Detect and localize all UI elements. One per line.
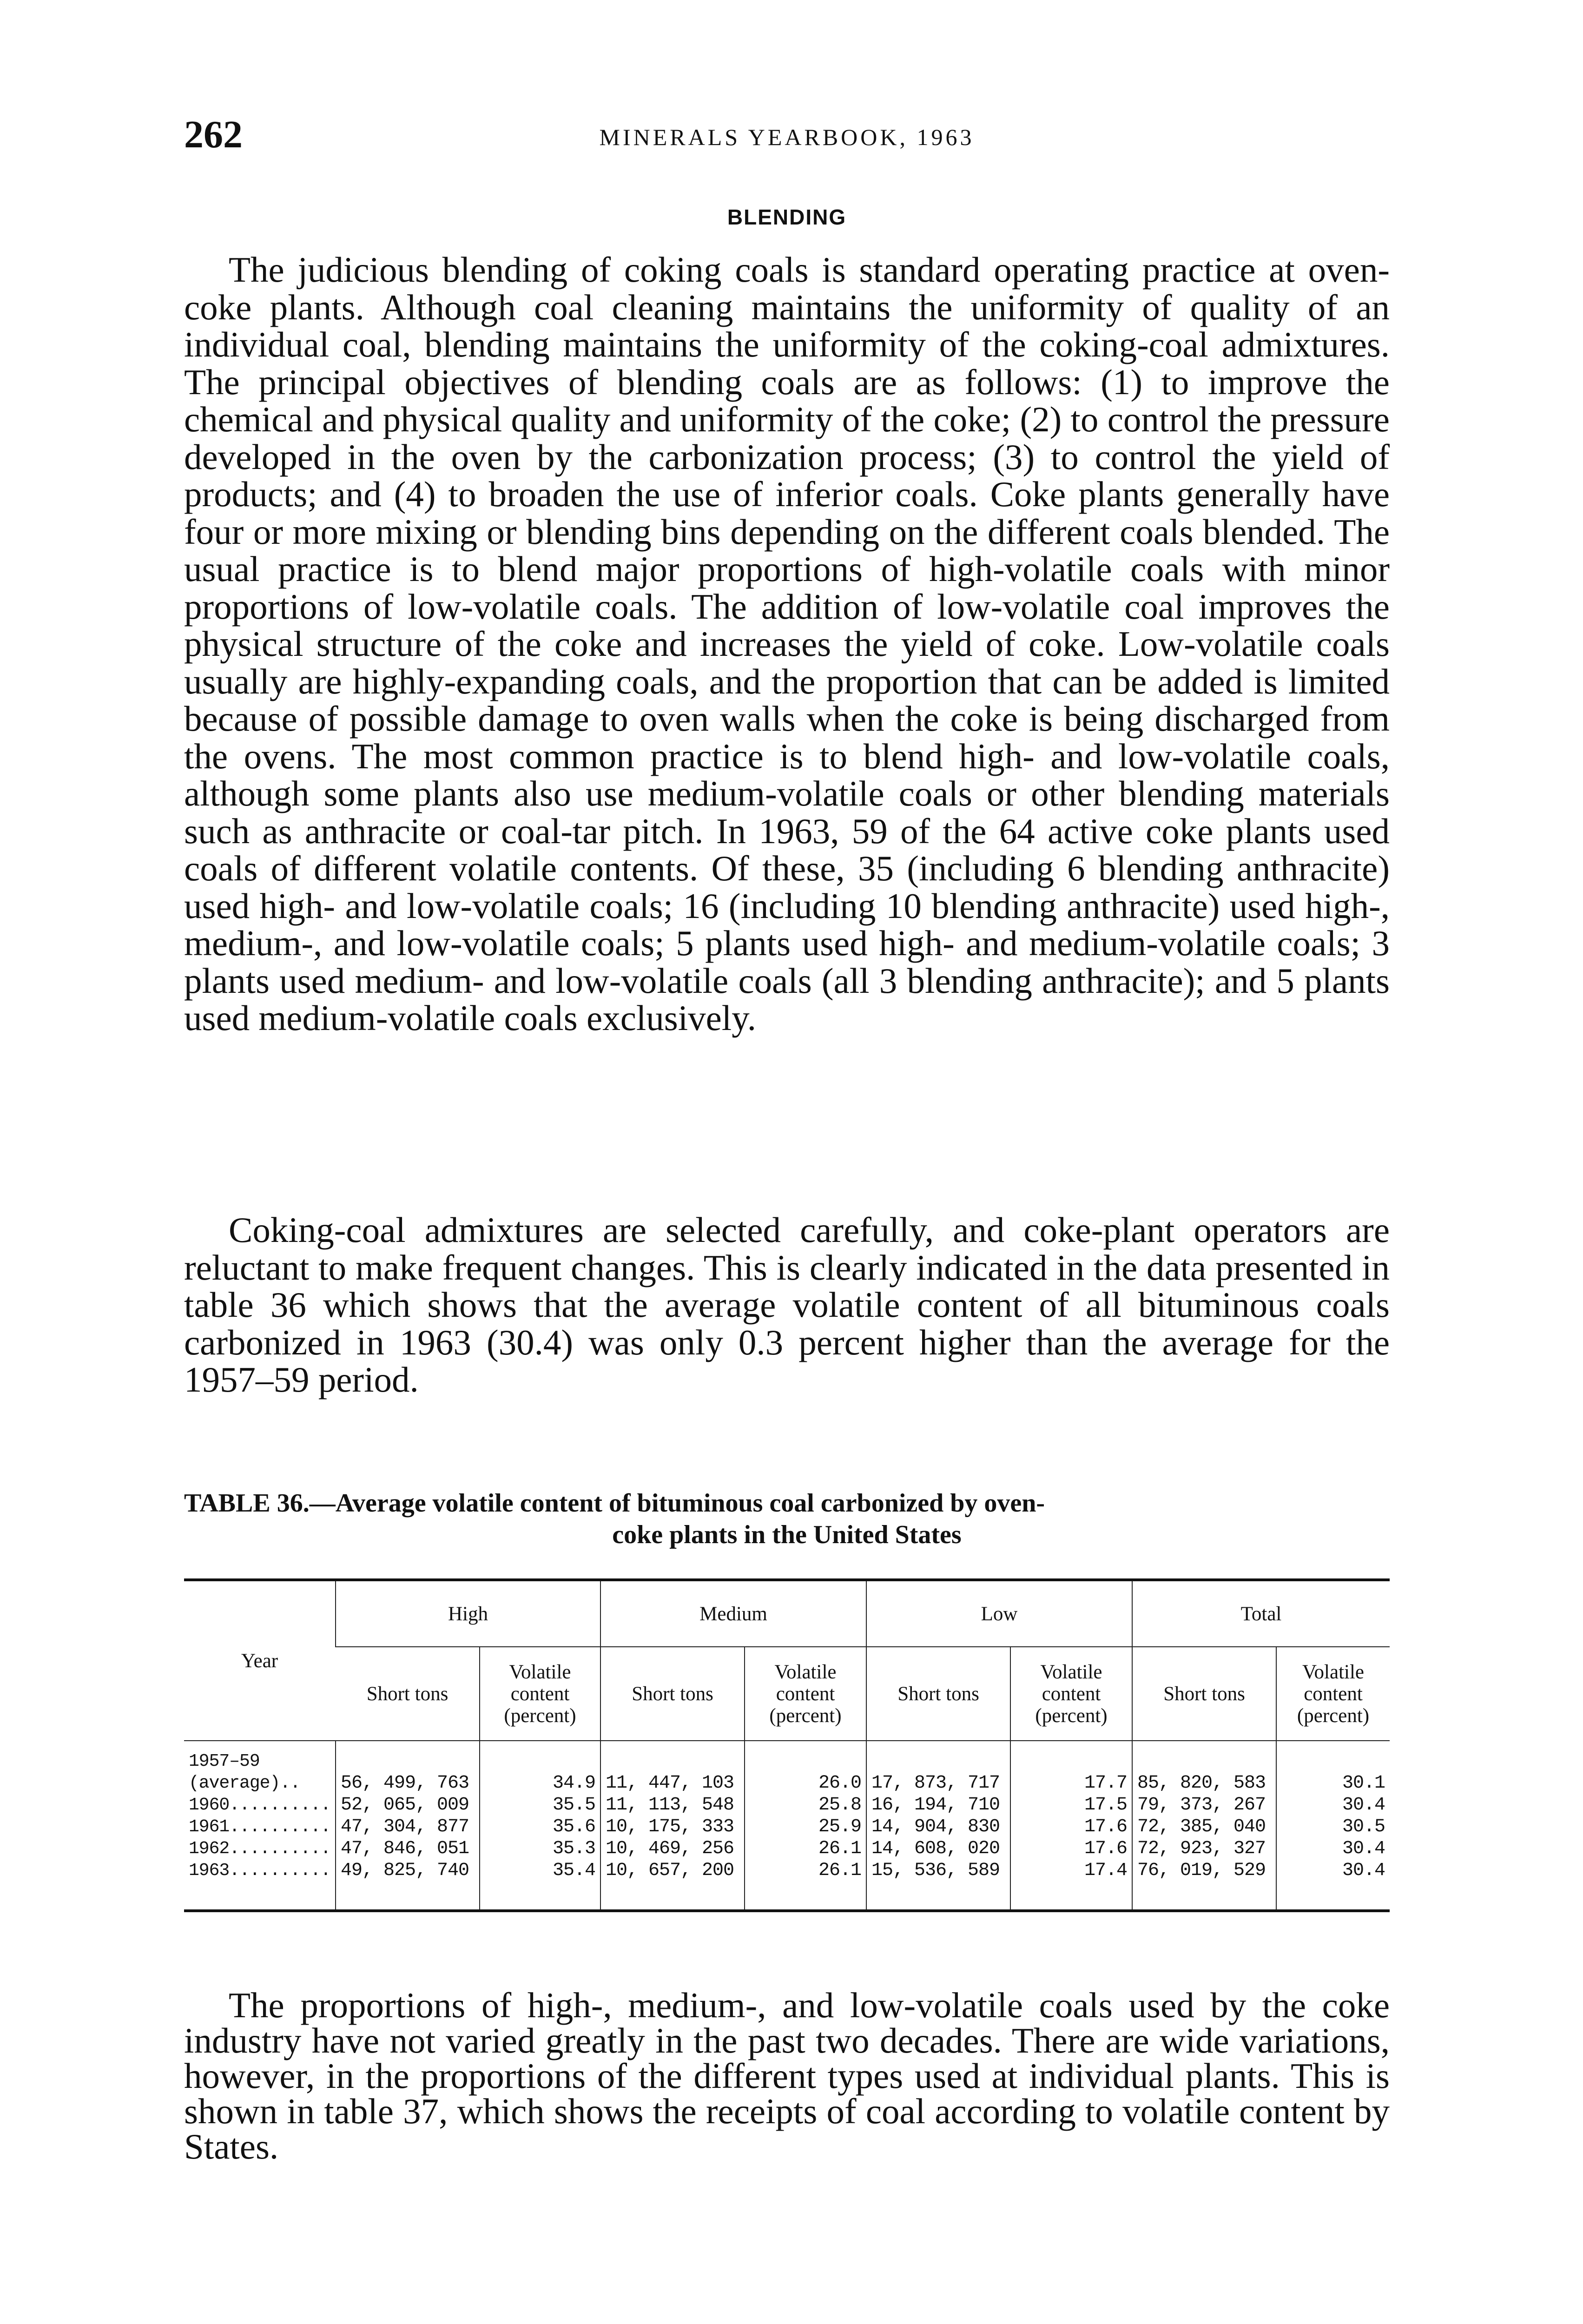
cell-total-tons: 79, 373, 267 xyxy=(1132,1794,1276,1816)
subheader-volatile-content: Volatile content (percent) xyxy=(480,1647,600,1741)
group-header-total: Total xyxy=(1132,1580,1390,1647)
cell-medium-pct: 25.8 xyxy=(745,1794,866,1816)
cell-total-tons: 76, 019, 529 xyxy=(1132,1860,1276,1882)
subheader-short-tons: Short tons xyxy=(1132,1647,1276,1741)
cell-medium-tons: 10, 657, 200 xyxy=(600,1860,745,1882)
group-header-high: High xyxy=(336,1580,600,1647)
cell-low-pct: 17.7 xyxy=(1010,1772,1132,1794)
table-row xyxy=(184,1860,1390,1882)
cell-medium-pct: 26.0 xyxy=(745,1772,866,1794)
table-row xyxy=(184,1750,1390,1772)
cell-low-tons: 14, 904, 830 xyxy=(866,1816,1010,1838)
cell-total-pct: 30.4 xyxy=(1276,1860,1390,1882)
cell-total-pct: 30.5 xyxy=(1276,1816,1390,1838)
table-group-header-row xyxy=(184,1580,1390,1647)
cell-high-pct: 35.4 xyxy=(480,1860,600,1882)
row-year: 1963.......... xyxy=(189,1861,331,1881)
cell-high-tons: 47, 304, 877 xyxy=(336,1816,480,1838)
cell-medium-tons: 11, 113, 548 xyxy=(600,1794,745,1816)
cell-medium-pct: 25.9 xyxy=(745,1816,866,1838)
running-head: MINERALS YEARBOOK, 1963 xyxy=(599,124,975,150)
cell-low-pct: 17.5 xyxy=(1010,1794,1132,1816)
row-year: 1962.......... xyxy=(189,1839,331,1859)
row-year: (average).. xyxy=(189,1773,300,1793)
table-caption-line1: TABLE 36.—Average volatile content of bituminous coal carbonized by oven- xyxy=(184,1489,1045,1518)
row-year: 1961.......... xyxy=(189,1817,331,1837)
cell-medium-tons: 10, 175, 333 xyxy=(600,1816,745,1838)
row-year: 1957–59 xyxy=(189,1751,260,1771)
cell-low-pct: 17.6 xyxy=(1010,1816,1132,1838)
cell-high-tons: 56, 499, 763 xyxy=(336,1772,480,1794)
table-row xyxy=(184,1794,1390,1816)
cell-low-tons: 17, 873, 717 xyxy=(866,1772,1010,1794)
cell-medium-pct: 26.1 xyxy=(745,1860,866,1882)
subheader-volatile-content: Volatile content (percent) xyxy=(1276,1647,1390,1741)
cell-low-pct: 17.6 xyxy=(1010,1838,1132,1860)
cell-total-tons: 85, 820, 583 xyxy=(1132,1772,1276,1794)
subheader-volatile-content: Volatile content (percent) xyxy=(1010,1647,1132,1741)
cell-high-pct: 35.5 xyxy=(480,1794,600,1816)
table-caption-line2: coke plants in the United States xyxy=(612,1520,962,1549)
group-header-low: Low xyxy=(866,1580,1132,1647)
page-header xyxy=(184,112,1390,167)
cell-low-tons: 14, 608, 020 xyxy=(866,1838,1010,1860)
cell-low-tons: 15, 536, 589 xyxy=(866,1860,1010,1882)
cell-total-pct: 30.1 xyxy=(1276,1772,1390,1794)
cell-high-pct: 35.6 xyxy=(480,1816,600,1838)
cell-high-pct: 35.3 xyxy=(480,1838,600,1860)
year-column-header: Year xyxy=(184,1580,336,1741)
subheader-short-tons: Short tons xyxy=(336,1647,480,1741)
cell-total-tons: 72, 385, 040 xyxy=(1132,1816,1276,1838)
table-subheader-row xyxy=(184,1647,1390,1741)
row-year: 1960.......... xyxy=(189,1795,331,1815)
cell-high-tons: 47, 846, 051 xyxy=(336,1838,480,1860)
subheader-short-tons: Short tons xyxy=(866,1647,1010,1741)
cell-total-tons: 72, 923, 327 xyxy=(1132,1838,1276,1860)
cell-total-pct: 30.4 xyxy=(1276,1794,1390,1816)
cell-high-tons: 52, 065, 009 xyxy=(336,1794,480,1816)
table-caption xyxy=(184,1487,1390,1551)
paragraph-admixtures: Coking-coal admixtures are selected carefully, and coke-plant operators are reluctant to make frequent changes. This is clearly indicated in the data presented in table 36 which shows that the average volatile content of all bituminous coals carbonized in 1963 (30.4) was only 0.3 percent higher than the average for the 1957–59 period. xyxy=(184,1210,1390,1400)
volatile-content-table xyxy=(184,1578,1390,1912)
group-header-medium: Medium xyxy=(600,1580,866,1647)
table-spacer-row xyxy=(184,1741,1390,1750)
subheader-short-tons: Short tons xyxy=(600,1647,745,1741)
cell-low-pct: 17.4 xyxy=(1010,1860,1132,1882)
table-row xyxy=(184,1772,1390,1794)
cell-high-tons: 49, 825, 740 xyxy=(336,1860,480,1882)
table-row xyxy=(184,1838,1390,1860)
paragraph-proportions: The proportions of high-, medium-, and low-volatile coals used by the coke industry have not varied greatly in the past two decades. There are wide variations, however, in the proportions of the different types used at individual plants. This is shown in table 37, which shows the receipts of coal according to volatile content by States. xyxy=(184,1985,1390,2166)
cell-medium-tons: 10, 469, 256 xyxy=(600,1838,745,1860)
cell-high-pct: 34.9 xyxy=(480,1772,600,1794)
section-heading: BLENDING xyxy=(727,205,847,229)
cell-medium-tons: 11, 447, 103 xyxy=(600,1772,745,1794)
cell-medium-pct: 26.1 xyxy=(745,1838,866,1860)
table-bottom-rule xyxy=(184,1882,1390,1911)
cell-total-pct: 30.4 xyxy=(1276,1838,1390,1860)
paragraph-blending-intro: The judicious blending of coking coals is standard operating practice at oven-coke plants. Although coal cleaning maintains the uniformity of quality of an individual coal, blending maintains the uniformity of the coking-coal admixtures. The principal objectives of blending coals are as follows: (1) to improve the chemical and physical quality and uniformity of the coke; (2) to control the pressure developed in the oven by the carbonization process; (3) to control the yield of products; and (4) to broaden the use of inferior coals. Coke plants generally have four or more mixing or blending bins depending on the different coals blended. The usual practice is to blend major proportions of high-volatile coals with minor proportions of low-volatile coals. The addition of low-volatile coal improves the physical structure of the coke and increases the yield of coke. Low-volatile coals usually are highly-expanding coals, and the proportion that can be added is limited because of possible damage to oven walls when the coke is being discharged from the ovens. The most common practice is to blend high- and low-volatile coals, although some plants also use medium-volatile coals or other blending materials such as anthracite or coal-tar pitch. In 1963, 59 of the 64 active coke plants used coals of different volatile contents. Of these, 35 (including 6 blending anthracite) used high- and low-volatile coals; 16 (including 10 blending anthracite) used high-, medium-, and low-volatile coals; 5 plants used high- and medium-volatile coals; 3 plants used medium- and low-volatile coals (all 3 blending anthracite); and 5 plants used medium-volatile coals exclusively. xyxy=(184,250,1390,1038)
table-row xyxy=(184,1816,1390,1838)
subheader-volatile-content: Volatile content (percent) xyxy=(745,1647,866,1741)
page-number: 262 xyxy=(184,113,243,156)
cell-low-tons: 16, 194, 710 xyxy=(866,1794,1010,1816)
